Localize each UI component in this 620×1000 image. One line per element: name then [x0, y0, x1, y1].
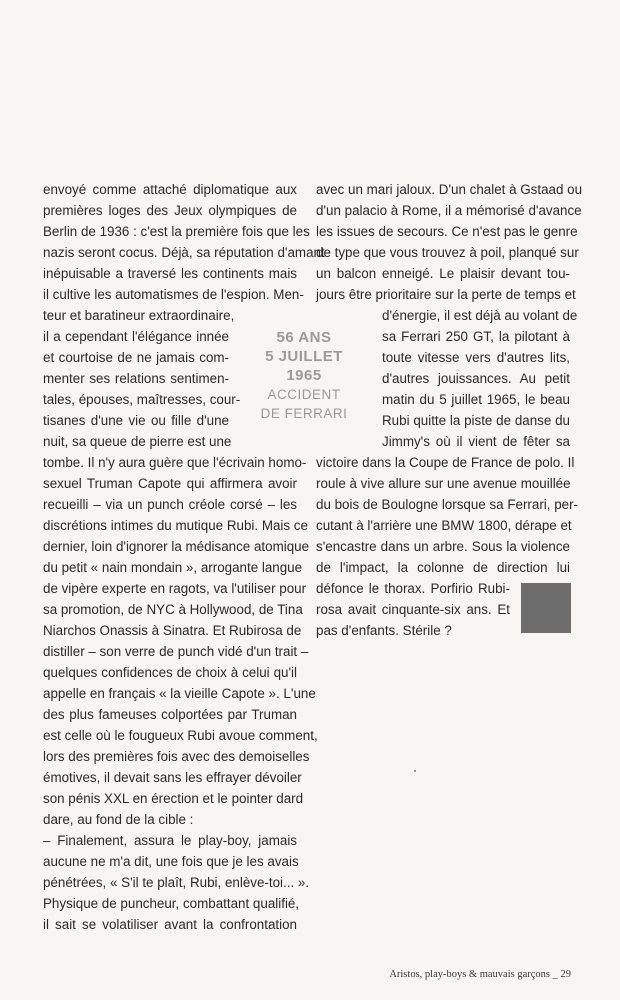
page-number: 29: [560, 969, 571, 980]
text-line: Rubi quitte la piste de danse du: [382, 413, 570, 428]
text-line: il cultive les automatismes de l'espion. Men-: [43, 287, 304, 302]
text-line: Berlin de 1936 : c'est la première fois que les: [43, 224, 310, 239]
text-line: les issues de secours. Ce n'est pas le genre: [316, 224, 578, 239]
text-line: son pénis XXL en érection et le pointer dard: [43, 791, 304, 806]
text-line: de l'impact, la colonne de direction lui: [316, 560, 570, 575]
print-speck: [414, 770, 416, 772]
text-line: du petit « nain mondain », arrogante langue: [43, 560, 303, 575]
text-line: d'énergie, il est déjà au volant de: [382, 308, 578, 323]
text-line: Physique de puncheur, combattant qualifié,: [43, 896, 300, 911]
text-line: il a cependant l'élégance innée: [43, 329, 229, 344]
text-line: sexuel Truman Capote qui affirmera avoir: [43, 476, 297, 491]
pull-quote-year: 1965: [286, 367, 322, 384]
text-line: aucune ne m'a dit, une fois que je les avais: [43, 854, 299, 869]
text-line: sa promotion, de NYC à Hollywood, de Tina: [43, 602, 303, 617]
text-line: menter ses relations sentimen-: [43, 371, 229, 386]
text-line: – Finalement, assura le play-boy, jamais: [43, 833, 297, 848]
text-line: teur et baratineur extraordinaire,: [43, 308, 235, 323]
text-line: Niarchos Onassis à Sinatra. Et Rubirosa de: [43, 623, 302, 638]
text-line: roule à vive allure sur une avenue mouillée: [316, 476, 571, 491]
text-line: jours être prioritaire sur la perte de temps et: [316, 287, 576, 302]
text-line: pas d'enfants. Stérile ?: [316, 623, 452, 638]
text-line: est celle où le fougueux Rubi avoue comment,: [43, 728, 318, 743]
text-line: tombe. Il n'y aura guère que l'écrivain homo-: [43, 455, 307, 470]
text-line: envoyé comme attaché diplomatique aux: [43, 182, 297, 197]
text-line: de vipère experte en ragots, va l'utiliser pour: [43, 581, 307, 596]
footer-separator: _: [552, 969, 558, 980]
pull-quote-age: 56 ANS: [276, 329, 332, 346]
text-line: s'encastre dans un arbre. Sous la violence: [316, 539, 570, 554]
text-line: discrétions intimes du mutique Rubi. Mais ce: [43, 518, 308, 533]
text-line: pénétrées, « S'il te plaît, Rubi, enlève-toi... ».: [43, 875, 310, 890]
text-line: de type que vous trouvez à poil, planqué sur: [316, 245, 579, 260]
text-line: cutant à l'arrière une BMW 1800, dérape et: [316, 518, 572, 533]
text-line: avec un mari jaloux. D'un chalet à Gstaad ou: [316, 182, 583, 197]
text-line: dernier, loin d'ignorer la médisance atomique: [43, 539, 310, 554]
text-line: recueilli – via un punch créole corsé – les: [43, 497, 297, 512]
pull-quote-date: 5 JUILLET: [265, 348, 343, 365]
text-line: un balcon enneigé. Le plaisir devant tou-: [316, 266, 570, 281]
text-line: dare, au fond de la cible :: [43, 812, 194, 827]
text-line: nazis seront cocus. Déjà, sa réputation d'amant: [43, 245, 325, 260]
text-line: d'un palacio à Rome, il a mémorisé d'avance: [316, 203, 582, 218]
text-line: quelques confidences de choix à celui qu'il: [43, 665, 297, 680]
text-line: tales, épouses, maîtresses, cour-: [43, 392, 241, 407]
pull-quote-event-detail: DE FERRARI: [260, 406, 348, 421]
text-line: émotives, il devait sans les effrayer dévoiler: [43, 770, 302, 785]
running-title: Aristos, play-boys & mauvais garçons: [389, 969, 550, 980]
text-line: Jimmy's où il vient de fêter sa: [382, 434, 570, 449]
text-line: il sait se volatiliser avant la confrontation: [43, 917, 297, 932]
text-line: distiller – son verre de punch vidé d'un trait –: [43, 644, 309, 659]
text-line: d'autres jouissances. Au petit: [382, 371, 570, 386]
text-line: victoire dans la Coupe de France de polo. Il: [316, 455, 575, 470]
text-line: premières loges des Jeux olympiques de: [43, 203, 297, 218]
text-line: nuit, sa queue de pierre est une: [43, 434, 232, 449]
text-line: sa Ferrari 250 GT, la pilotant à: [382, 329, 570, 344]
text-line: défonce le thorax. Porfirio Rubi-: [316, 581, 510, 596]
text-line: matin du 5 juillet 1965, le beau: [382, 392, 570, 407]
text-line: inépuisable a traversé les continents mais: [43, 266, 297, 281]
text-line: des plus fameuses colportées par Truman: [43, 707, 297, 722]
text-line: du bois de Boulogne lorsque sa Ferrari, per-: [316, 497, 579, 512]
text-line: toute vitesse vers d'autres lits,: [382, 350, 570, 365]
page-footer: [389, 969, 571, 980]
pull-quote-event: ACCIDENT: [267, 387, 341, 402]
text-line: rosa avait cinquante-six ans. Et: [316, 602, 510, 617]
text-line: et courtoise de ne jamais com-: [43, 350, 229, 365]
pull-quote: [244, 328, 364, 423]
text-line: appelle en français « la vieille Capote ». L'une: [43, 686, 316, 701]
text-line: tisanes d'une vie ou fille d'une: [43, 413, 229, 428]
text-line: lors des premières fois avec des demoiselles: [43, 749, 310, 764]
end-of-article-square: [521, 583, 571, 633]
